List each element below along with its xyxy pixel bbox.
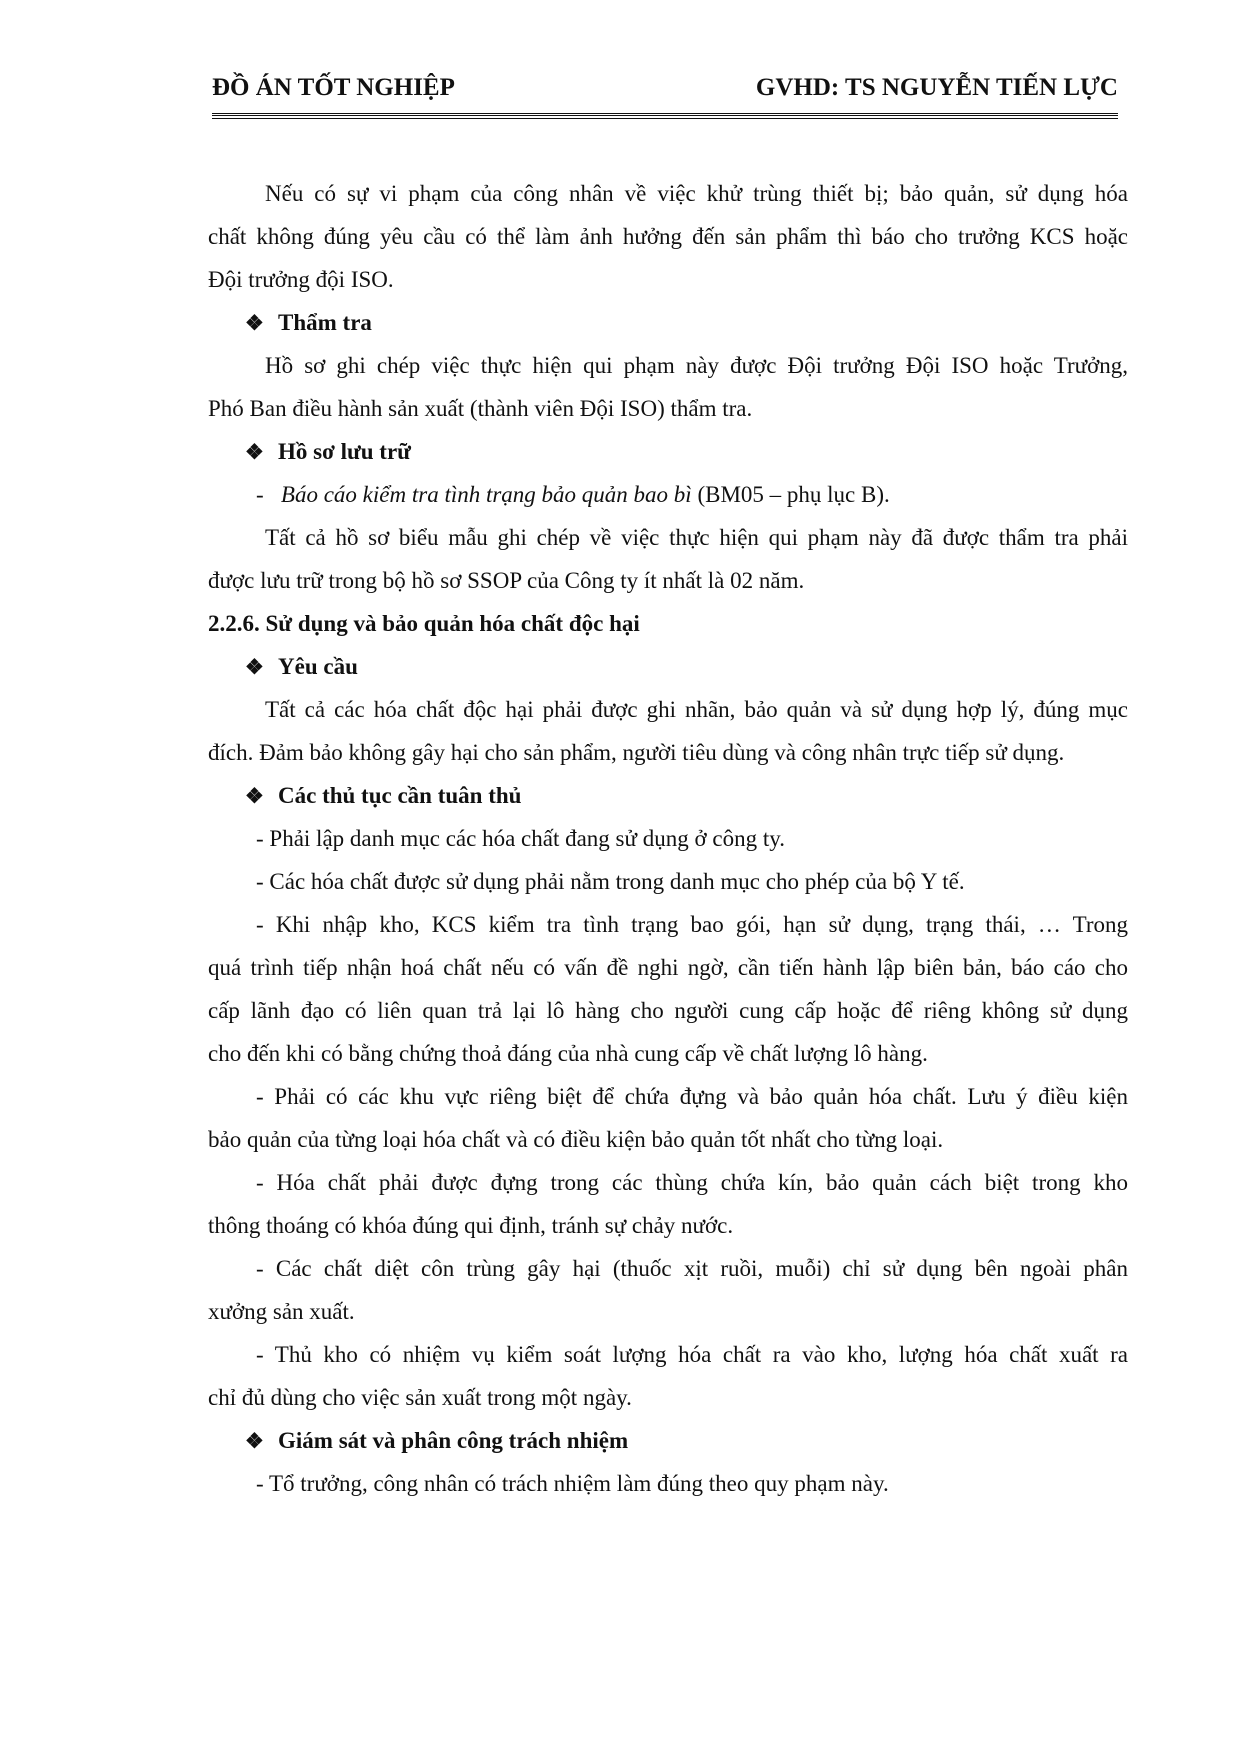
paragraph-violation-line-3: Đội trưởng đội ISO. <box>208 267 394 292</box>
procedure-item-7-line-1: - Thủ kho có nhiệm vụ kiểm soát lượng hóa chất ra vào kho, lượng hóa chất xuất ra <box>256 1342 1128 1367</box>
procedure-item-3-line-4: cho đến khi có bằng chứng thoả đáng của nhà cung cấp về chất lượng lô hàng. <box>208 1041 928 1066</box>
procedure-item-3-line-1: - Khi nhập kho, KCS kiểm tra tình trạng bao gói, hạn sử dụng, trạng thái, … Trong <box>256 912 1128 937</box>
section-heading-2-2-6: 2.2.6. Sử dụng và bảo quản hóa chất độc hại <box>208 611 640 636</box>
diamond-bullet-icon: ❖ <box>245 784 264 808</box>
heading-ho-so-label: Hồ sơ lưu trữ <box>278 439 411 464</box>
page-header <box>212 74 1118 110</box>
diamond-bullet-icon: ❖ <box>245 311 264 335</box>
diamond-bullet-icon: ❖ <box>245 1429 264 1453</box>
procedure-item-4-line-2: bảo quản của từng loại hóa chất và có điều kiện bảo quản tốt nhất cho từng loại. <box>208 1127 944 1152</box>
heading-yeu-cau-label: Yêu cầu <box>278 654 358 679</box>
record-dash: - <box>256 482 264 507</box>
paragraph-violation-line-2: chất không đúng yêu cầu có thể làm ảnh hưởng đến sản phẩm thì báo cho trưởng KCS hoặc <box>208 224 1128 249</box>
header-divider <box>212 113 1118 119</box>
paragraph-verification-line-1: Hồ sơ ghi chép việc thực hiện qui phạm này được Đội trưởng Đội ISO hoặc Trưởng, <box>265 353 1128 378</box>
procedure-item-5-line-2: thông thoáng có khóa đúng qui định, tránh sự chảy nước. <box>208 1213 734 1238</box>
paragraph-requirement-line-1: Tất cả các hóa chất độc hại phải được ghi nhãn, bảo quản và sử dụng hợp lý, đúng mục <box>265 697 1128 722</box>
record-list-item <box>208 473 1128 516</box>
procedure-item-5-line-1: - Hóa chất phải được đựng trong các thùng chứa kín, bảo quản cách biệt trong kho <box>256 1170 1128 1195</box>
record-form-code: (BM05 – phụ lục B). <box>691 482 890 507</box>
procedure-item-3-line-2: quá trình tiếp nhận hoá chất nếu có vấn đề nghi ngờ, cần tiến hành lập biên bản, báo cáo cho <box>208 955 1128 980</box>
heading-yeu-cau <box>208 645 1128 688</box>
paragraph-verification-line-2: Phó Ban điều hành sản xuất (thành viên Đội ISO) thẩm tra. <box>208 396 753 421</box>
paragraph-storage-line-1: Tất cả hồ sơ biểu mẫu ghi chép về việc thực hiện qui phạm này đã được thẩm tra phải <box>265 525 1128 550</box>
procedure-item-6-line-2: xưởng sản xuất. <box>208 1299 355 1324</box>
heading-thu-tuc <box>208 774 1128 817</box>
heading-tham-tra-label: Thẩm tra <box>278 310 372 335</box>
diamond-bullet-icon: ❖ <box>245 440 264 464</box>
paragraph-storage-line-2: được lưu trữ trong bộ hồ sơ SSOP của Công ty ít nhất là 02 năm. <box>208 568 805 593</box>
supervision-item: - Tổ trưởng, công nhân có trách nhiệm làm đúng theo quy phạm này. <box>256 1471 889 1496</box>
procedure-item-6-line-1: - Các chất diệt côn trùng gây hại (thuốc xịt ruồi, muỗi) chỉ sử dụng bên ngoài phân <box>256 1256 1128 1281</box>
page-content <box>208 172 1128 1505</box>
procedure-item-7-line-2: chỉ đủ dùng cho việc sản xuất trong một ngày. <box>208 1385 632 1410</box>
procedure-item-3-line-3: cấp lãnh đạo có liên quan trả lại lô hàng cho người cung cấp hoặc để riêng không sử dụng <box>208 998 1128 1023</box>
procedure-item-2: - Các hóa chất được sử dụng phải nằm trong danh mục cho phép của bộ Y tế. <box>256 869 965 894</box>
procedure-item-4-line-1: - Phải có các khu vực riêng biệt để chứa đựng và bảo quản hóa chất. Lưu ý điều kiện <box>256 1084 1128 1109</box>
header-thesis-title: ĐỒ ÁN TỐT NGHIỆP <box>212 74 455 101</box>
paragraph-violation-line-1: Nếu có sự vi phạm của công nhân về việc khử trùng thiết bị; bảo quản, sử dụng hóa <box>265 181 1128 206</box>
header-supervisor: GVHD: TS NGUYỄN TIẾN LỰC <box>755 74 1118 101</box>
record-form-title: Báo cáo kiểm tra tình trạng bảo quản bao bì <box>280 482 692 507</box>
heading-thu-tuc-label: Các thủ tục cần tuân thủ <box>278 783 522 808</box>
heading-giam-sat <box>208 1419 1128 1462</box>
heading-tham-tra <box>208 301 1128 344</box>
procedure-item-1: - Phải lập danh mục các hóa chất đang sử dụng ở công ty. <box>256 826 785 851</box>
diamond-bullet-icon: ❖ <box>245 655 264 679</box>
heading-giam-sat-label: Giám sát và phân công trách nhiệm <box>278 1428 629 1453</box>
paragraph-requirement-line-2: đích. Đảm bảo không gây hại cho sản phẩm, người tiêu dùng và công nhân trực tiếp sử dụng. <box>208 740 1065 765</box>
heading-ho-so-luu-tru <box>208 430 1128 473</box>
